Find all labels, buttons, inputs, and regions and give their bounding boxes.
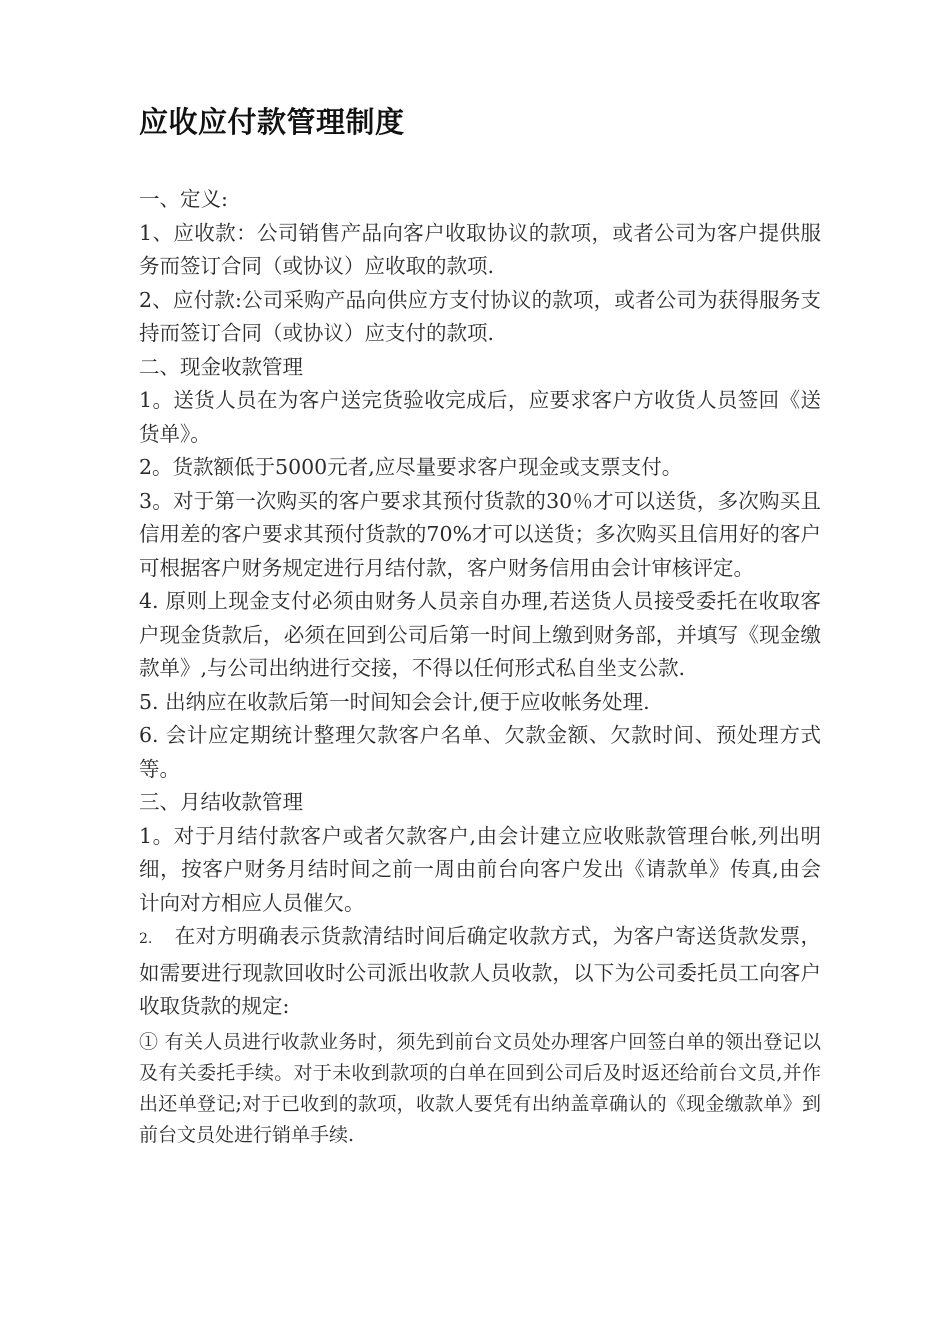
document-title: 应收应付款管理制度 [139, 105, 405, 139]
section-heading-definition: 一、定义: [139, 187, 228, 211]
paragraph-payables-definition: 2、应付款:公司采购产品向供应方支付协议的款项，或者公司为获得服务支持而签订合同（或协议）应支付的款项. [139, 287, 821, 345]
paragraph-cash-5: 5. 出纳应在收款后第一时间知会会计,便于应收帐务处理. [139, 689, 650, 714]
paragraph-monthly-2-rule-1: ① 有关人员进行收款业务时，须先到前台文员处办理客户回签白单的领出登记以及有关委托手续。对于未收到款项的白单在回到公司后及时返还给前台文员,并作出还单登记;对于已收到的款项，收款人要凭有出纳盖章确认的《现金缴款单》到前台文员处进行销单手续. [139, 1030, 821, 1146]
paragraph-monthly-2 [139, 920, 821, 1024]
paragraph-cash-6: 6. 会计应定期统计整理欠款客户名单、欠款金额、欠款时间、预处理方式等。 [139, 723, 821, 781]
paragraph-text: 在对方明确表示货款清结时间后确定收款方式，为客户寄送货款发票，如需要进行现款回收时公司派出收款人员收款，以下为公司委托员工向客户收取货款的规定: [139, 924, 821, 1018]
paragraph-cash-4: 4. 原则上现金支付必须由财务人员亲自办理,若送货人员接受委托在收取客户现金货款后，必须在回到公司后第一时间上缴到财务部，并填写《现金缴款单》,与公司出纳进行交接，不得以任何形式私自坐支公款. [139, 589, 821, 680]
paragraph-monthly-1: 1。对于月结付款客户或者欠款客户,由会计建立应收账款管理台帐,列出明细，按客户财务月结时间之前一周由前台向客户发出《请款单》传真,由会计向对方相应人员催欠。 [139, 823, 821, 915]
section-heading-cash-collection: 二、现金收款管理 [139, 354, 303, 379]
section-heading-monthly-collection: 三、月结收款管理 [139, 790, 303, 814]
document-page [139, 100, 821, 1151]
paragraph-cash-3: 3。对于第一次购买的客户要求其预付货款的30％才可以送货，多次购买且信用差的客户要求其预付货款的70%才可以送货；多次购买且信用好的客户可根据客户财务规定进行月结付款，客户财务信用由会计审核评定。 [139, 488, 821, 580]
paragraph-cash-1: 1。送货人员在为客户送完货验收完成后，应要求客户方收货人员签回《送货单》。 [139, 388, 821, 446]
paragraph-number: 2. [139, 931, 153, 947]
paragraph-receivables-definition: 1、应收款：公司销售产品向客户收取协议的款项，或者公司为客户提供服务而签订合同（或协议）应收取的款项. [139, 220, 821, 278]
paragraph-cash-2: 2。货款额低于5000元者,应尽量要求客户现金或支票支付。 [139, 455, 683, 479]
